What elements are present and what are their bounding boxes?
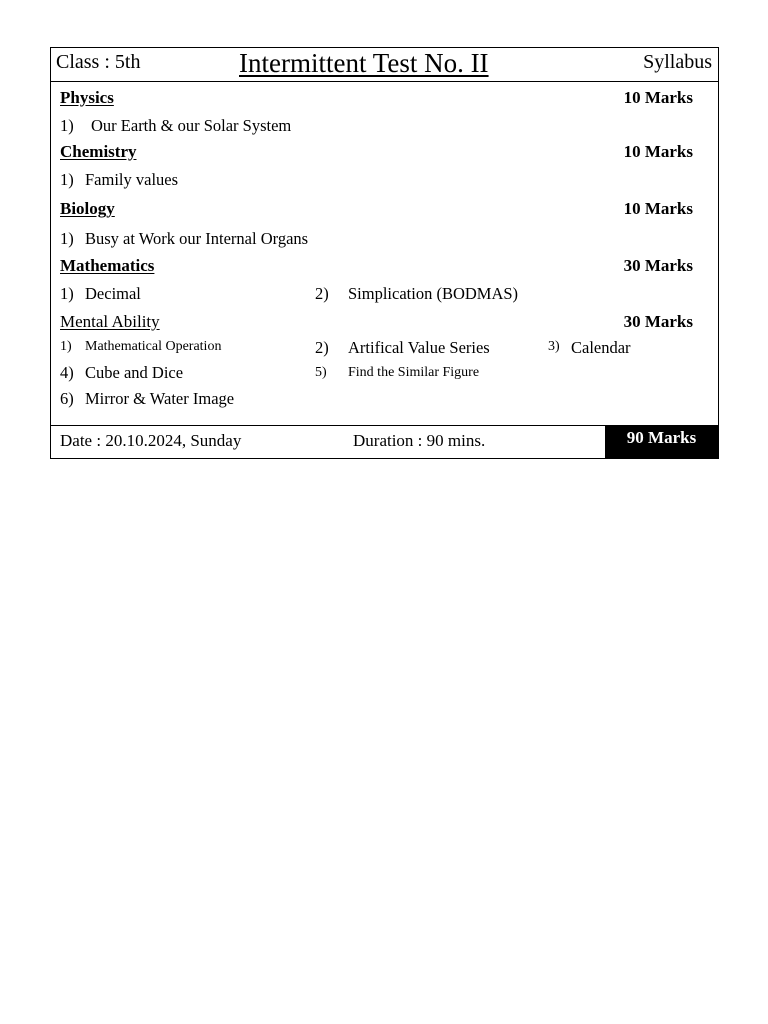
exam-date: Date : 20.10.2024, Sunday — [60, 431, 242, 450]
total-marks-badge: 90 Marks — [605, 425, 718, 459]
physics-item-1-num: 1) — [60, 116, 74, 135]
section-biology-title: Biology — [60, 199, 115, 218]
syllabus-label: Syllabus — [643, 51, 712, 73]
section-chemistry-marks: 10 Marks — [623, 142, 693, 161]
mathematics-item-2-num: 2) — [315, 284, 329, 303]
header-divider — [51, 81, 718, 82]
mathematics-item-1-num: 1) — [60, 284, 74, 303]
mental-item-5-num: 5) — [315, 365, 327, 380]
mental-item-6-num: 6) — [60, 389, 74, 408]
mental-item-3-num: 3) — [548, 339, 560, 354]
mental-item-1-num: 1) — [60, 339, 72, 354]
class-label: Class : 5th — [56, 51, 141, 73]
mathematics-item-1: Decimal — [85, 284, 141, 303]
physics-item-1: Our Earth & our Solar System — [91, 116, 292, 135]
section-mental-ability-marks: 30 Marks — [623, 312, 693, 331]
section-biology-marks: 10 Marks — [623, 199, 693, 218]
section-mental-ability-title: Mental Ability — [60, 312, 160, 331]
mental-item-4: Cube and Dice — [85, 363, 184, 382]
mental-item-1: Mathematical Operation — [85, 339, 222, 354]
mental-item-4-num: 4) — [60, 363, 74, 382]
mental-item-5: Find the Similar Figure — [348, 365, 480, 380]
mental-item-2-num: 2) — [315, 338, 329, 357]
section-chemistry-title: Chemistry — [60, 142, 137, 161]
mathematics-item-2: Simplication (BODMAS) — [348, 284, 519, 303]
section-physics-title: Physics — [60, 88, 114, 107]
biology-item-1: Busy at Work our Internal Organs — [85, 229, 309, 248]
section-mathematics-marks: 30 Marks — [623, 256, 693, 275]
chemistry-item-1-num: 1) — [60, 170, 74, 189]
biology-item-1-num: 1) — [60, 229, 74, 248]
test-title: Intermittent Test No. II — [239, 48, 489, 78]
mental-item-2: Artifical Value Series — [348, 338, 490, 357]
section-physics-marks: 10 Marks — [623, 88, 693, 107]
chemistry-item-1: Family values — [85, 170, 179, 189]
exam-duration: Duration : 90 mins. — [353, 431, 486, 450]
syllabus-sheet — [50, 47, 719, 459]
section-mathematics-title: Mathematics — [60, 256, 155, 275]
mental-item-6: Mirror & Water Image — [85, 389, 235, 408]
mental-item-3: Calendar — [571, 338, 631, 357]
